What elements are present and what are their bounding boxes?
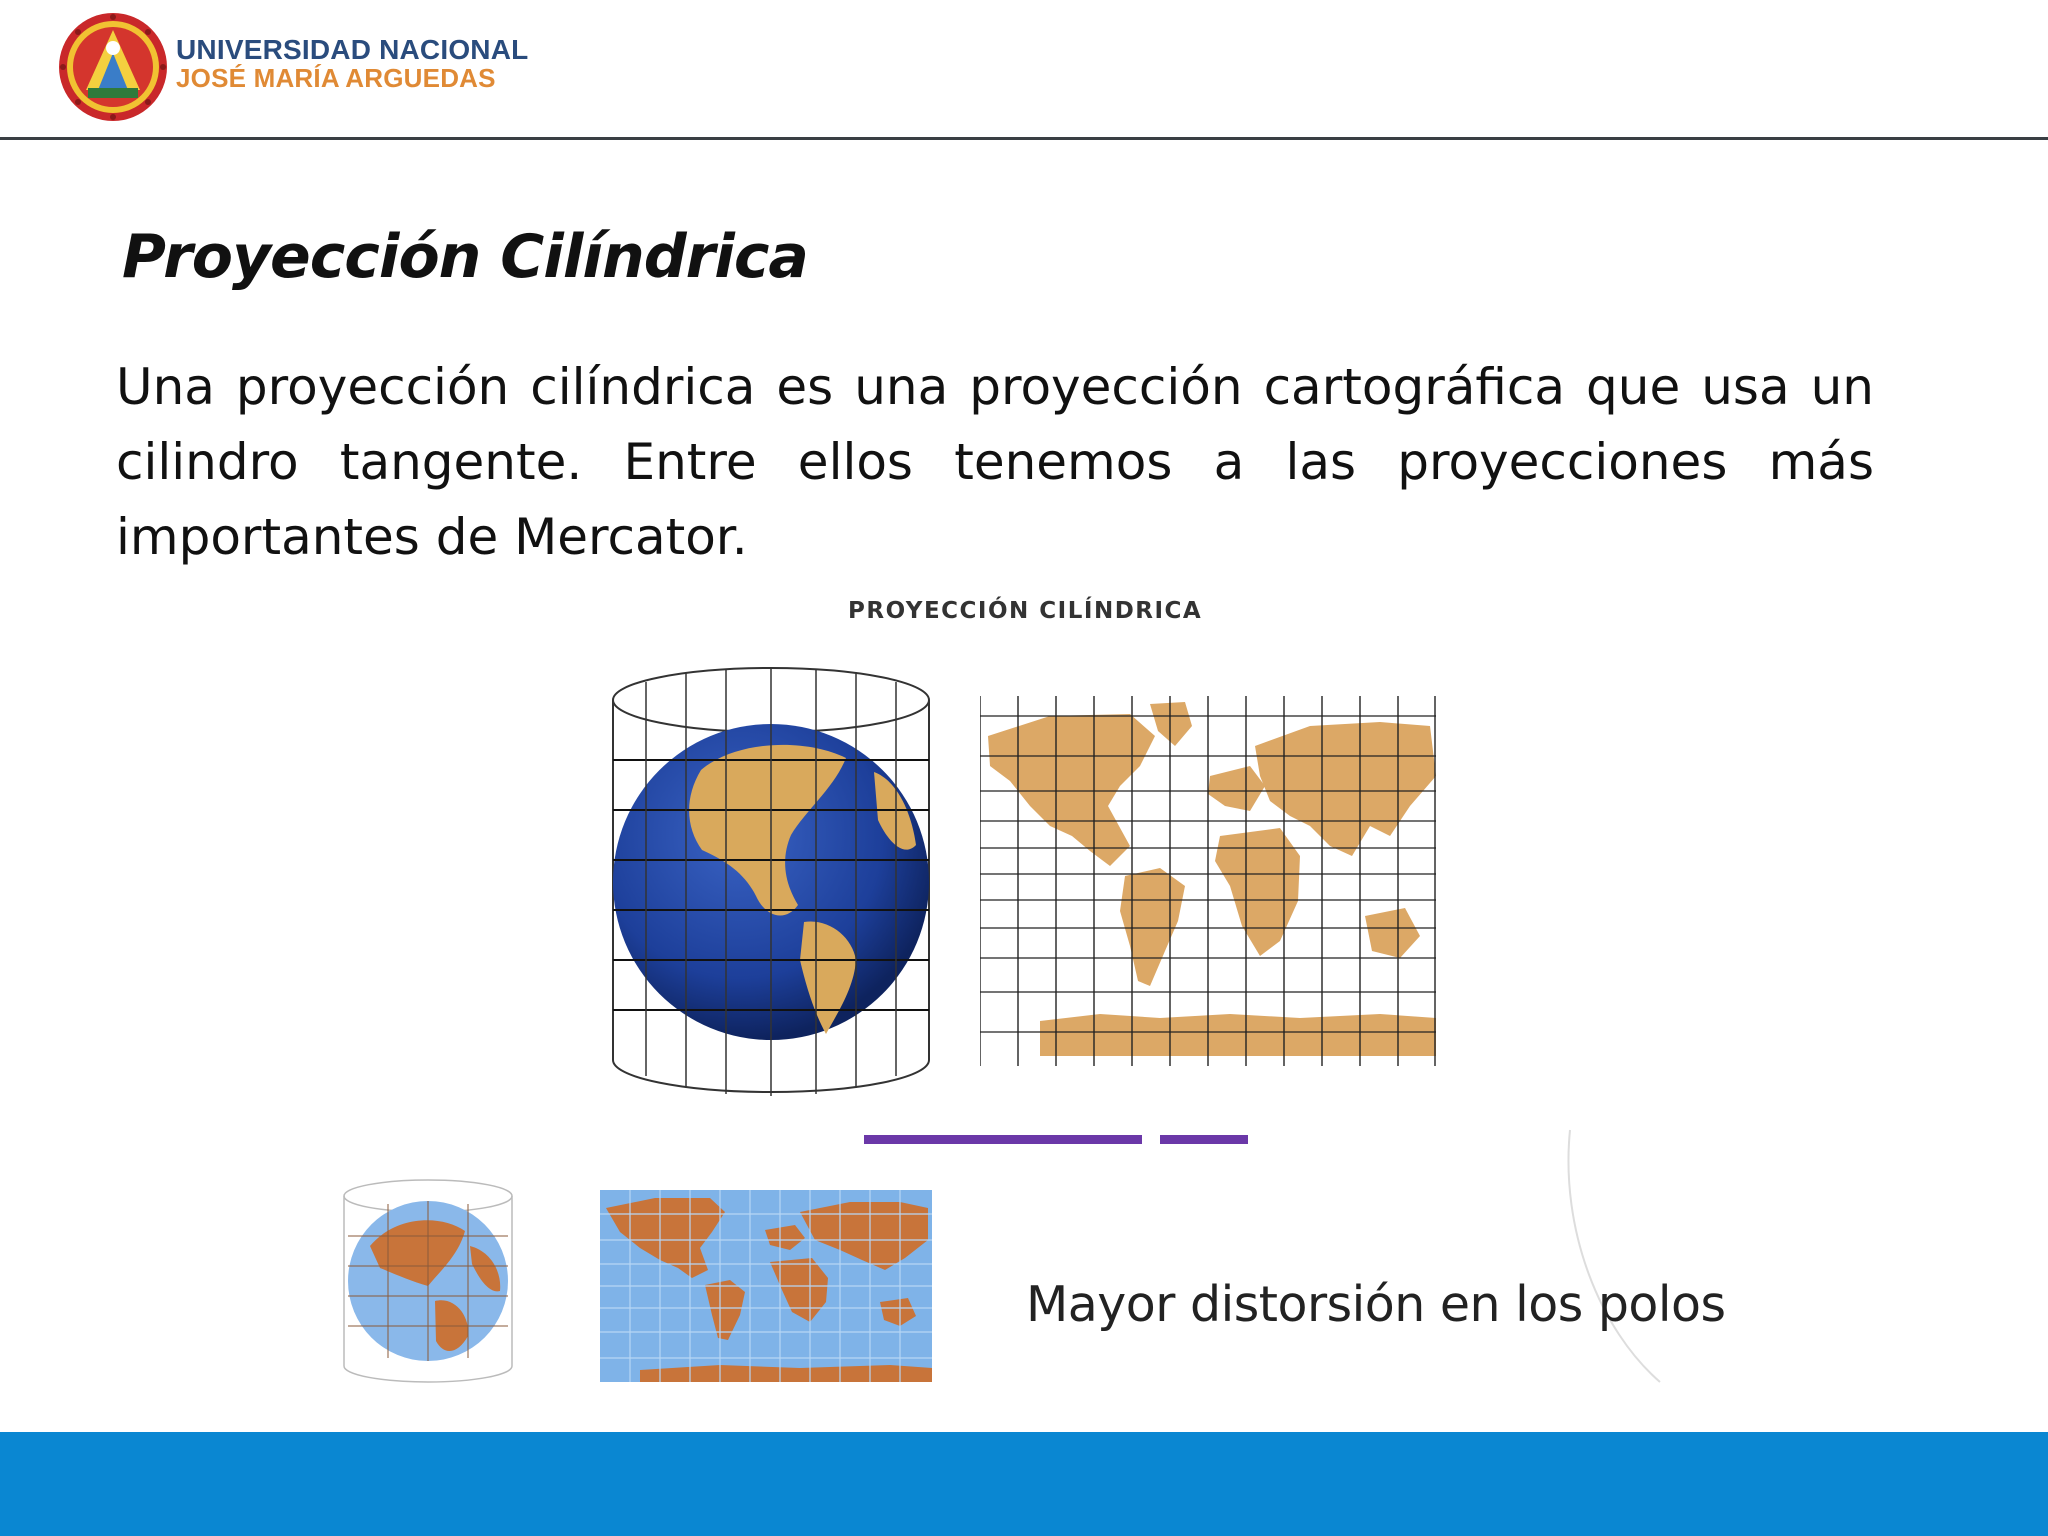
footer-bar xyxy=(0,1432,2048,1536)
slide-body-text: Una proyección cilíndrica es una proyección cartográfica que usa un cilindro tangente. Entre ellos tenemos a las proyecciones más importantes de Mercator. xyxy=(116,358,1874,566)
distortion-note: Mayor distorsión en los polos xyxy=(1026,1276,1726,1333)
globe-in-cylinder-illustration xyxy=(606,660,936,1100)
figure-caption: PROYECCIÓN CILÍNDRICA xyxy=(848,598,1203,624)
mercator-world-map xyxy=(980,696,1436,1066)
accent-bar-short xyxy=(1160,1135,1248,1144)
decorative-arc xyxy=(1560,1120,1720,1390)
slide-title: Proyección Cilíndrica xyxy=(122,222,808,292)
university-seal-icon xyxy=(58,8,168,126)
university-name-line2: JOSÉ MARÍA ARGUEDAS xyxy=(176,63,496,93)
header-divider xyxy=(0,137,2048,140)
university-name-line1: UNIVERSIDAD NACIONAL xyxy=(176,34,529,65)
accent-bar xyxy=(864,1135,1142,1144)
small-mercator-map xyxy=(600,1190,932,1382)
small-globe-in-cylinder-illustration xyxy=(340,1176,516,1386)
